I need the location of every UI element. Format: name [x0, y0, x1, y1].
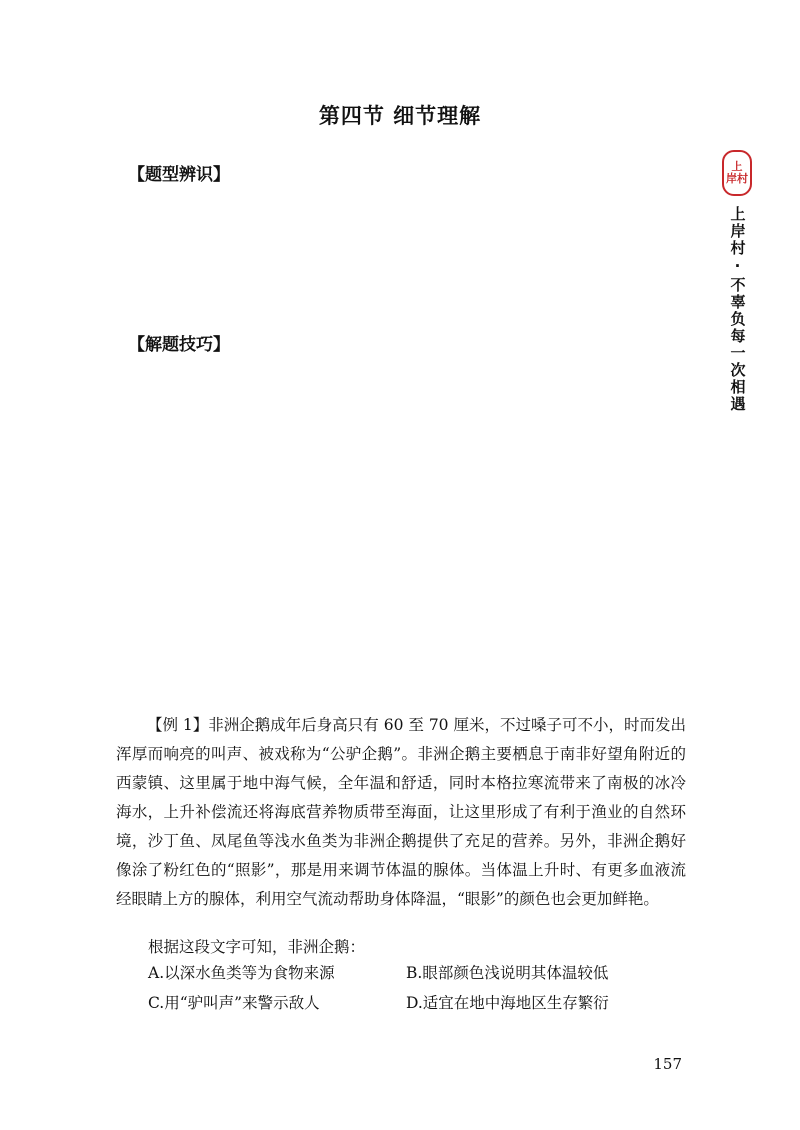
- answer-options: [148, 961, 668, 1013]
- example-paragraph: [116, 711, 686, 914]
- option-a: A.以深水鱼类等为食物来源: [148, 964, 335, 982]
- brand-seal: [722, 150, 752, 196]
- option-c: C.用“驴叫声”来警示敌人: [148, 994, 320, 1012]
- page-number: 157: [653, 1055, 682, 1073]
- example-body: 非洲企鹅成年后身高只有 60 至 70 厘米，不过嗓子可不小，时而发出浑厚而响亮的叫声、被戏称为“公驴企鹅”。非洲企鹅主要栖息于南非好望角附近的西蒙镇、这里属于地中海气候，全年温和舒适，同时本格拉寒流带来了南极的冰冷海水，上升补偿流还将海底营养物质带至海面，让这里形成了有利于渔业的自然环境，沙丁鱼、凤尾鱼等浅水鱼类为非洲企鹅提供了充足的营养。另外，非洲企鹅好像涂了粉红色的“照影”，那是用来调节体温的腺体。当体温上升时、有更多血液流经眼睛上方的腺体，利用空气流动帮助身体降温，“眼影”的颜色也会更加鲜艳。: [116, 716, 686, 908]
- seal-text-bottom: 岸村: [726, 172, 748, 185]
- example-label: 【例 1】: [147, 716, 209, 734]
- side-brand: [718, 150, 756, 413]
- section-heading-solving-tips: 【解题技巧】: [128, 335, 230, 355]
- option-d: D.适宜在地中海地区生存繁衍: [406, 994, 609, 1012]
- page-title: 第四节 细节理解: [318, 104, 482, 128]
- seal-text-top: 上: [731, 160, 743, 173]
- option-b: B.眼部颜色浅说明其体温较低: [406, 964, 609, 982]
- section-heading-question-type: 【题型辨识】: [128, 165, 230, 185]
- question-stem: 根据这段文字可知，非洲企鹅：: [148, 938, 366, 956]
- brand-slogan: 上岸村·不辜负每一次相遇: [728, 206, 747, 413]
